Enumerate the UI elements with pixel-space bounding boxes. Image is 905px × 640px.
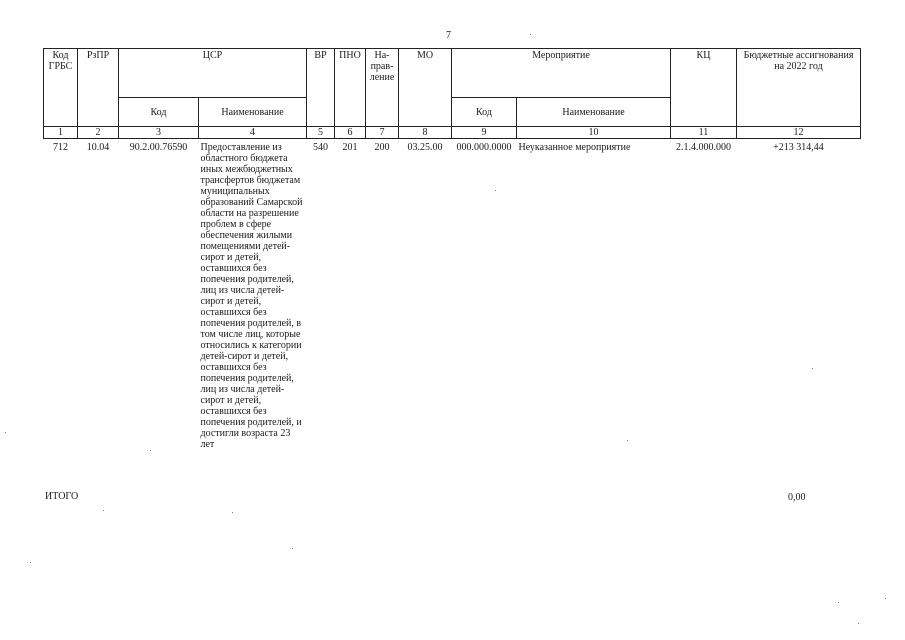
scan-speck [627,440,628,441]
header-row-top [44,49,861,98]
scan-speck [30,562,31,563]
cell-vr: 540 [313,142,328,153]
scan-speck [150,450,151,451]
scan-speck [885,598,886,599]
scan-speck [103,510,104,511]
header-budget: Бюджетные ассигнования на 2022 год [737,49,861,127]
cell-rzpr: 10.04 [86,142,110,153]
column-number: 2 [78,127,119,139]
column-number: 12 [737,127,861,139]
cell-direction: 200 [374,142,390,153]
header-csr: ЦСР [119,49,307,98]
column-number: 3 [119,127,199,139]
header-csr-code: Код [119,98,199,127]
header-csr-name: Наименование [199,98,307,127]
scan-speck [232,512,233,513]
header-kc: КЦ [671,49,737,127]
scan-speck [5,432,6,433]
total-label: ИТОГО [45,491,79,502]
column-number: 7 [366,127,399,139]
column-number: 11 [671,127,737,139]
column-number: 10 [517,127,671,139]
cell-mo: 03.25.00 [407,142,443,153]
column-number-row [44,127,861,139]
cell-csr-name: Предоставление из областного бюджета иных межбюджетных трансфертов бюджетам муниципальных образований Самарской области на разрешение проблем в сфере обеспечения жилыми помещениями детей-сирот и детей, оставшихся без попечения родителей, лиц из числа детей-сирот и детей, оставшихся без попечения родителей, в том числе лиц, которые относились к категории детей-сирот и детей, оставшихся без попечения родителей, лиц из числа детей-сирот и детей, оставшихся без попечения родителей, и достигли возраста 23 лет [200,142,303,450]
column-number: 9 [452,127,517,139]
scan-speck [530,34,531,35]
cell-event-name: Неуказанное мероприятие [518,142,631,153]
cell-kc: 2.1.4.000.000 [676,142,731,153]
cell-csr-code: 90.2.00.76590 [129,142,188,153]
header-direction: На-прав-ление [366,49,399,127]
column-number: 1 [44,127,78,139]
cell-event-code: 000.000.0000 [456,142,512,153]
scan-speck [495,190,496,191]
column-number: 6 [335,127,366,139]
header-event: Мероприятие [452,49,671,98]
header-event-code: Код [452,98,517,127]
cell-grbs: 712 [53,142,68,153]
header-mo: МО [399,49,452,127]
column-number: 4 [199,127,307,139]
column-number: 5 [307,127,335,139]
scan-speck [858,623,859,624]
page-number: 7 [446,30,451,41]
scan-speck [292,548,293,549]
total-value: 0,00 [788,492,806,503]
scan-speck [812,368,813,369]
budget-table [43,48,861,450]
header-pno: ПНО [335,49,366,127]
header-vr: ВР [307,49,335,127]
cell-amount: +213 314,44 [773,142,824,153]
header-grbs: Код ГРБС [44,49,78,127]
header-event-name: Наименование [517,98,671,127]
cell-pno: 201 [342,142,358,153]
scan-speck [838,602,839,603]
column-number: 8 [399,127,452,139]
header-rzpr: РзПР [78,49,119,127]
table-row [44,139,861,451]
